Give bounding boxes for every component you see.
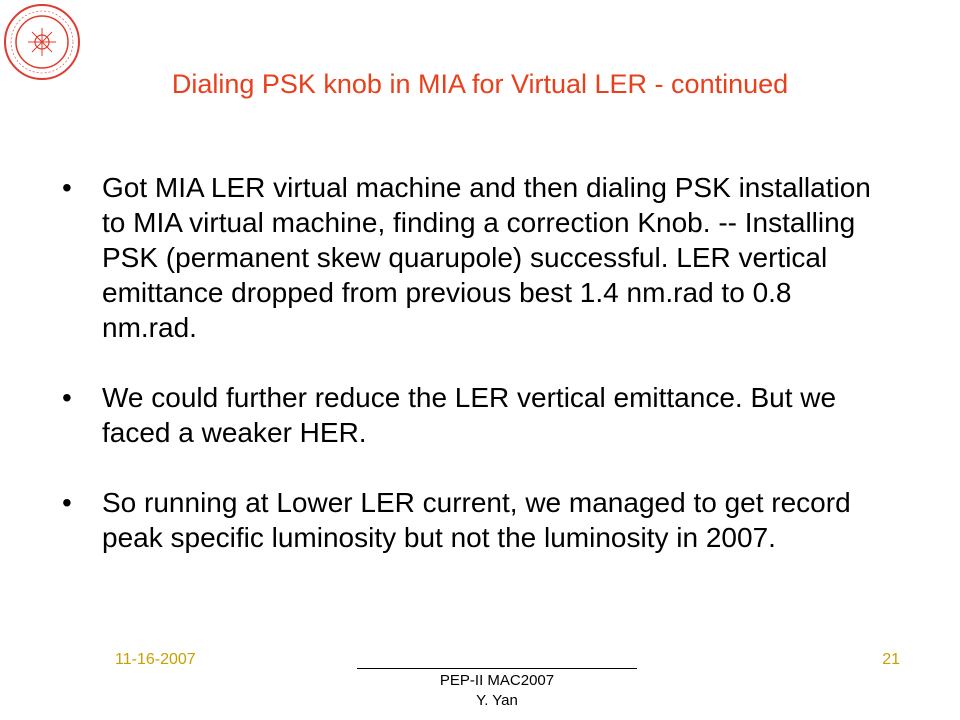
page-number: 21 (882, 651, 900, 668)
footer-date: 11-16-2007 (115, 651, 196, 668)
bullet-item (62, 170, 882, 345)
bullet-item (62, 485, 882, 555)
bullet-text: So running at Lower LER current, we managed to get record peak specific luminosity but not the luminosity in 2007. (102, 487, 851, 553)
footer-author: Y. Yan (476, 692, 518, 709)
bullet-icon: • (62, 487, 72, 518)
bullet-text: Got MIA LER virtual machine and then dialing PSK installation to MIA virtual machine, finding a correction Knob. -- Installing PSK (permanent skew quarupole) successful. LER vertical emittance dropped from previous best 1.4 nm.rad to 0.8 nm.rad. (102, 172, 871, 343)
footer-center (357, 650, 637, 711)
footer-divider (357, 650, 637, 669)
bullet-item (62, 380, 882, 450)
footer-event: PEP-II MAC2007 (439, 672, 555, 689)
bullet-text: We could further reduce the LER vertical emittance. But we faced a weaker HER. (102, 382, 837, 448)
bullet-icon: • (62, 172, 72, 203)
bullet-icon: • (62, 382, 72, 413)
slide-title: Dialing PSK knob in MIA for Virtual LER - continued (171, 69, 789, 99)
bullet-list (62, 170, 882, 590)
